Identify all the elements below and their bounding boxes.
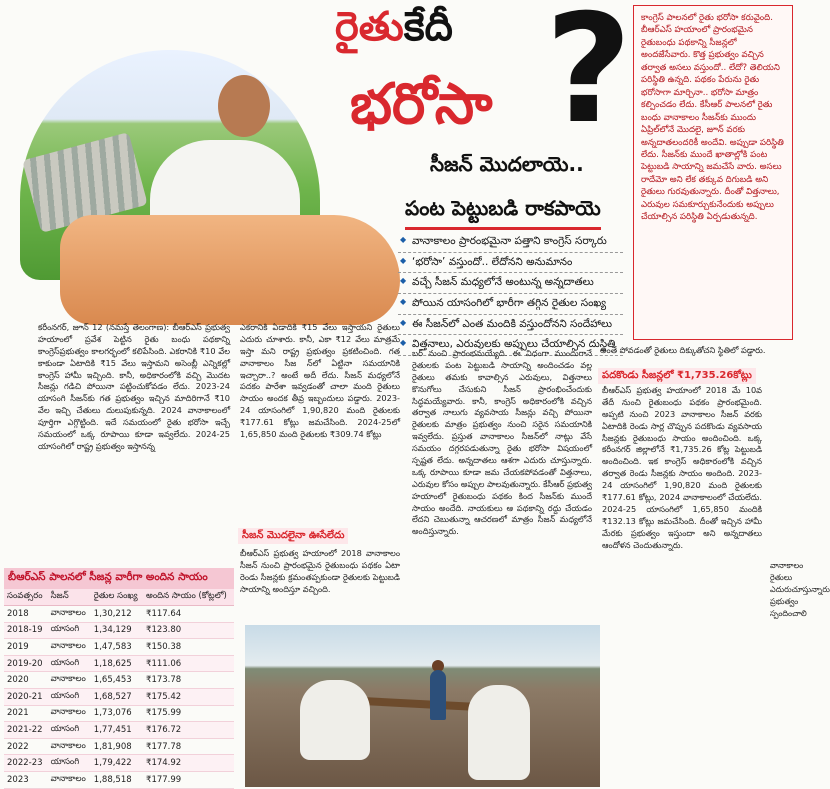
table-cell: ₹175.42 <box>143 688 234 705</box>
table-cell: 1,68,527 <box>91 688 143 705</box>
table-cell: వానాకాలం <box>48 738 91 755</box>
table-cell: 1,79,422 <box>91 755 143 772</box>
article-column-4: బీఆర్ఎస్ ప్రభుత్వ హయాంలో 2018 మే 10వ తేదీ నుంచి రైతుబంధు పథకం ప్రారంభమైంది. అప్పటి నుంచి 2023 వానాకాలం సీజన్ వరకు ఏటాదికి రెండు సార్ల చొప్పున పదకొండు వ్యవసాయ సీజన్లకు రైతుబంధు సాయం అందించింది. ఒక్క కరీంనగర్ జిల్లాలోనే ₹1,735.26 కోట్ల పెట్టుబడి అందించింది. ఇక కాంగ్రెస్ అధికారంలోకి వచ్చిన తర్వాత రెండు సీజన్లకు సాయం అందింది. 2023-24 యాసంగిలో 1,90,820 మంది రైతులకు ₹177.61 కోట్లు, 2024 వానాకాలంలో చేయలేదు. 2024-25 యాసంగిలో 1,65,850 మందికి ₹132.13 కోట్లు జమచేసింది. దీంతో ఇచ్చిన హామీ మేరకు ప్రభుత్వం ఇస్తుందా అని అన్నదాతలు ఆందోళన చెందుతున్నారు. <box>602 385 762 550</box>
table-cell: 1,73,076 <box>91 705 143 722</box>
headline-line1 <box>335 4 453 60</box>
table-cell: 1,47,583 <box>91 639 143 656</box>
table-cell: యాసంగి <box>48 655 91 672</box>
headline-line2: భరోసా <box>350 72 493 137</box>
table-cell: ₹176.72 <box>143 722 234 739</box>
side-commentary-box: కాంగ్రెస్ పాలనలో రైతు భరోసా కరువైంది. బీఆర్ఎస్ హయాంలో ప్రారంభమైన రైతుబంధు పథకాన్ని సీజన్లలో అందజేసేవారు. కొత్త ప్రభుత్వం వచ్చిన తర్వాత అసలు వస్తుందో.. లేదో? తెలియని పరిస్థితి ఉన్నది. పథకం పేరును రైతు భరోసాగా మార్చినా.. భరోసా మాత్రం కల్పించడం లేదు. కేసీఆర్ పాలనలో రైతు బంధు వానాకాలం సీజన్‌కు ముందు ఏప్రిల్‌లోనే మొదలై, జూన్ వరకు అన్నదాతలందరికీ అందేవి. అప్పుడా పరిస్థితి లేదు. సీజన్‌కు ముందే ఖాతాల్లోకి పంట పెట్టుబడి సాయాన్ని జమచేసే వారు. అసలు రాదేమో అని లేక తక్కువ దిగుబడి అని రైతులు గురవుతున్నారు. దీంతో విత్తనాలు, ఎరువుల సమకూర్చుకునేందుకు అప్పులు చేయాల్సిన పరిస్థితి ఏర్పడుతున్నది. <box>633 5 793 340</box>
table-cell: వానాకాలం <box>48 639 91 656</box>
table-title: బీఆర్ఎస్ పాలనలో సీజన్ల వారీగా అందిన సాయం <box>4 568 234 589</box>
table-cell: వానాకాలం <box>48 606 91 623</box>
table-row <box>4 722 234 739</box>
table-cell: 1,18,625 <box>91 655 143 672</box>
table-cell: 2021 <box>4 705 48 722</box>
table-row <box>4 705 234 722</box>
aid-table <box>4 568 234 783</box>
table-cell: యాసంగి <box>48 722 91 739</box>
table-cell: యాసంగి <box>48 688 91 705</box>
table-cell: 2020-21 <box>4 688 48 705</box>
table-cell: ₹111.06 <box>143 655 234 672</box>
headline-word-where: కేదీ <box>403 4 453 50</box>
farmer-ploughing <box>430 670 446 720</box>
open-hand-illustration <box>60 215 400 325</box>
table-cell: 1,81,908 <box>91 738 143 755</box>
table-row <box>4 672 234 689</box>
table-cell: 1,77,451 <box>91 722 143 739</box>
table-cell: 2018-19 <box>4 622 48 639</box>
table-row <box>4 738 234 755</box>
table-cell: 2019-20 <box>4 655 48 672</box>
table-cell: ₹174.92 <box>143 755 234 772</box>
table-cell: 1,88,518 <box>91 771 143 788</box>
table-row <box>4 639 234 656</box>
col-header-farmers: రైతుల సంఖ్య <box>91 589 143 606</box>
table-cell: 2020 <box>4 672 48 689</box>
highlight-item: ◆ విత్తనాలు, ఎరువులకు అప్పులు చేయాల్సిన దుస్థితి <box>398 335 623 356</box>
table-row <box>4 655 234 672</box>
table-cell: ₹123.80 <box>143 622 234 639</box>
ox-right <box>468 685 530 780</box>
highlight-item: ◆ పోయిన యాసంగిలో భారీగా తగ్గిన రైతుల సంఖ్య <box>398 294 623 315</box>
section-subheading-total: పదకొండు సీజన్లలో ₹1,735.26కోట్లు <box>598 368 756 384</box>
article-column-1: కరీంనగర్, జూన్ 12 (నమస్తే తెలంగాణ): బీఆర్ఎస్ ప్రభుత్వ హయాంలో ప్రవేశ పెట్టిన రైతు బంధు పథకాన్ని కాంగ్రెస్‌ప్రభుత్వం కాలగర్భంలో కలిపేసింది. ఎకరానికి ₹10 వేల కాకుండా ఏటాదికి ₹15 వేలు ఇస్తామని అసెంబ్లీ ఎన్నికల్లో కాంగ్రెస్ హామీ ఇచ్చింది. కానీ, అధికారంలోకి వచ్చి మొదట సీజన్లు గడిచి పోయినా పట్టించుకోవడం లేదు. 2023-24 యాసంగి సీజన్‌కు గత ప్రభుత్వం ఇచ్చిన మాదిరిగానే ₹10 వేల ఇచ్చి చేతులు దులుపుకున్నది. 2024 వానాకాలంలో పూర్తిగా ఎగ్గొట్టింది. ఇదే సమయంలో రైతు భరోసా ఇచ్చే సమయంలో ఒక్క రూపాయి కూడా ఇవ్వలేదు. 2024-25 యాసంగిలో రాష్ట్ర ప్రభుత్వం ఇస్తానన్న <box>38 322 230 451</box>
table-cell: యాసంగి <box>48 622 91 639</box>
col-header-amount: అందిన సాయం (కోట్లలో) <box>143 589 234 606</box>
headline-word-farmer: రైతు <box>335 4 404 50</box>
cropped-right-column: వానాకాలం రైతులు ఎదురుచూస్తున్నారు ప్రభుత్వం స్పందించాలి <box>770 561 830 618</box>
table-cell: 1,34,129 <box>91 622 143 639</box>
table-cell: ₹177.78 <box>143 738 234 755</box>
table-cell: వానాకాలం <box>48 672 91 689</box>
farmer-head <box>218 75 270 137</box>
question-mark: ? <box>545 0 633 157</box>
table-cell: 2019 <box>4 639 48 656</box>
article-column-2b: బీఆర్ఎస్ ప్రభుత్వ హయాంలో 2018 వానాకాలం సీజన్ నుంచి ప్రారంభమైన రైతుబంధు పథకం ఏటా రెండు సీజన్లకు క్రమంతప్పకుండా రైతులకు పెట్టుబడి సాయాన్ని అందిస్తూ వచ్చింది. <box>240 548 400 594</box>
table-cell: 1,65,453 <box>91 672 143 689</box>
table-cell: ₹117.64 <box>143 606 234 623</box>
table-row <box>4 622 234 639</box>
season-aid-table <box>4 589 234 789</box>
table-row <box>4 606 234 623</box>
article-column-3: బర్ నుంచి ప్రారంభమయ్యేది. ఈ విధంగా ముందుగానే రైతులకు పంట పెట్టుబడి సాయాన్ని అందించడం వల్ల రైతులు తమకు కావాల్సిన ఎరువులు, విత్తనాలు కొనుగోలు చేసుకుని సీజన్ ప్రారంభించేందుకు సిద్ధమయ్యేవారు. కానీ, కాంగ్రెస్ అధికారంలోకి వచ్చిన తర్వాత నాలుగు వ్యవసాయ సీజన్లు వచ్చి పోయినా రైతులకు మాత్రం ప్రభుత్వం నుంచి సరైన సమయానికి ఇవ్వలేదు. ప్రస్తుత వానాకాలం సీజన్‌లో నాట్లు వేసే సమయం దగ్గరపడుతున్నా రైతు భరోసా విషయంలో స్పష్టత లేదు. అన్నదాతలు ఆశగా ఎదురు చూస్తున్నారు. ఒక్క రూపాయి కూడా జమ చేయకపోవడంతో విత్తనాలు, ఎరువుల కోసం అప్పుల పాలవుతున్నారు. కేసీఆర్ ప్రభుత్వ హయాంలో రైతుబంధు పథకం కింద సీజన్‌కు ముందే సాయం అందేది. నాయకులు ఆ పథకాన్ని రద్దు చేయడం లేదని చెబుతున్నా ఆచరణలో మాత్రం సీజన్ మధ్యలోనే అందిస్తున్నారు. <box>412 348 592 537</box>
table-cell: ₹150.38 <box>143 639 234 656</box>
table-cell: ₹177.99 <box>143 771 234 788</box>
table-cell: 2023 <box>4 771 48 788</box>
column-4-lead: అంతే పోవడంతో రైతులు దిక్కుతోచని స్థితిలో పడ్డారు. <box>600 345 766 355</box>
subheading-1: సీజన్ మొదలాయె.. <box>430 152 584 176</box>
highlight-item: ◆ ‘భరోసా’ వస్తుందో.. లేదోనని అనుమానం <box>398 253 623 274</box>
subheading-2: పంట పెట్టుబడి రాకపాయె <box>405 196 601 230</box>
highlights-list <box>398 232 623 356</box>
table-row <box>4 688 234 705</box>
table-cell: 2022-23 <box>4 755 48 772</box>
table-cell: వానాకాలం <box>48 771 91 788</box>
table-cell: ₹173.78 <box>143 672 234 689</box>
table-cell: ₹175.99 <box>143 705 234 722</box>
highlight-item: ◆ ఈ సీజన్‌లో ఎంత మందికి వస్తుందోనని సందేహాలు <box>398 315 623 336</box>
col-header-year: సంవత్సరం <box>4 589 48 606</box>
table-cell: 2018 <box>4 606 48 623</box>
highlight-item: ◆ వచ్చే సీజన్ మధ్యలోనే అంటున్న అన్నదాతలు <box>398 273 623 294</box>
table-cell: యాసంగి <box>48 755 91 772</box>
col-header-season: సీజన్ <box>48 589 91 606</box>
table-cell: 1,30,212 <box>91 606 143 623</box>
article-column-2: ఎకరానికి ఏడాదికి ₹15 వేలు ఇస్తాయని రైతులు ఎదురు చూశారు. కానీ, ఎకా ₹12 వేలు మాత్రమే ఇస్తా మని రాష్ట్ర ప్రభుత్వం ప్రకటించింది. గత వానాకాలం సీజ న్‌లో ఏట్టినా సమయానికి ఇచ్చారా..? అంటే అదీ లేదు. సీజన్ మధ్యలోనే పదకం పారేశా ఇవ్వడంతో చాలా మంది రైతులు సాయం అందక తీవ్ర ఇబ్బందులు పడ్డారు. 2023-24 యాసంగిలో 1,90,820 మంది రైతులకు ₹177.61 కోట్లు జమచేసింది. 2024-25లో 1,65,850 మంది రైతులకు ₹309.74 కోట్లు <box>240 322 400 440</box>
table-row <box>4 755 234 772</box>
table-cell: 2021-22 <box>4 722 48 739</box>
table-cell: 2022 <box>4 738 48 755</box>
table-cell: వానాకాలం <box>48 705 91 722</box>
highlight-item: ◆ వానాకాలం ప్రారంభమైనా పత్తాని కాంగ్రెస్ సర్కారు <box>398 232 623 253</box>
section-subheading-season: సీజన్ మొదలైనా ఊసేలేదు <box>238 528 348 544</box>
ox-left <box>300 680 370 760</box>
table-row <box>4 771 234 788</box>
